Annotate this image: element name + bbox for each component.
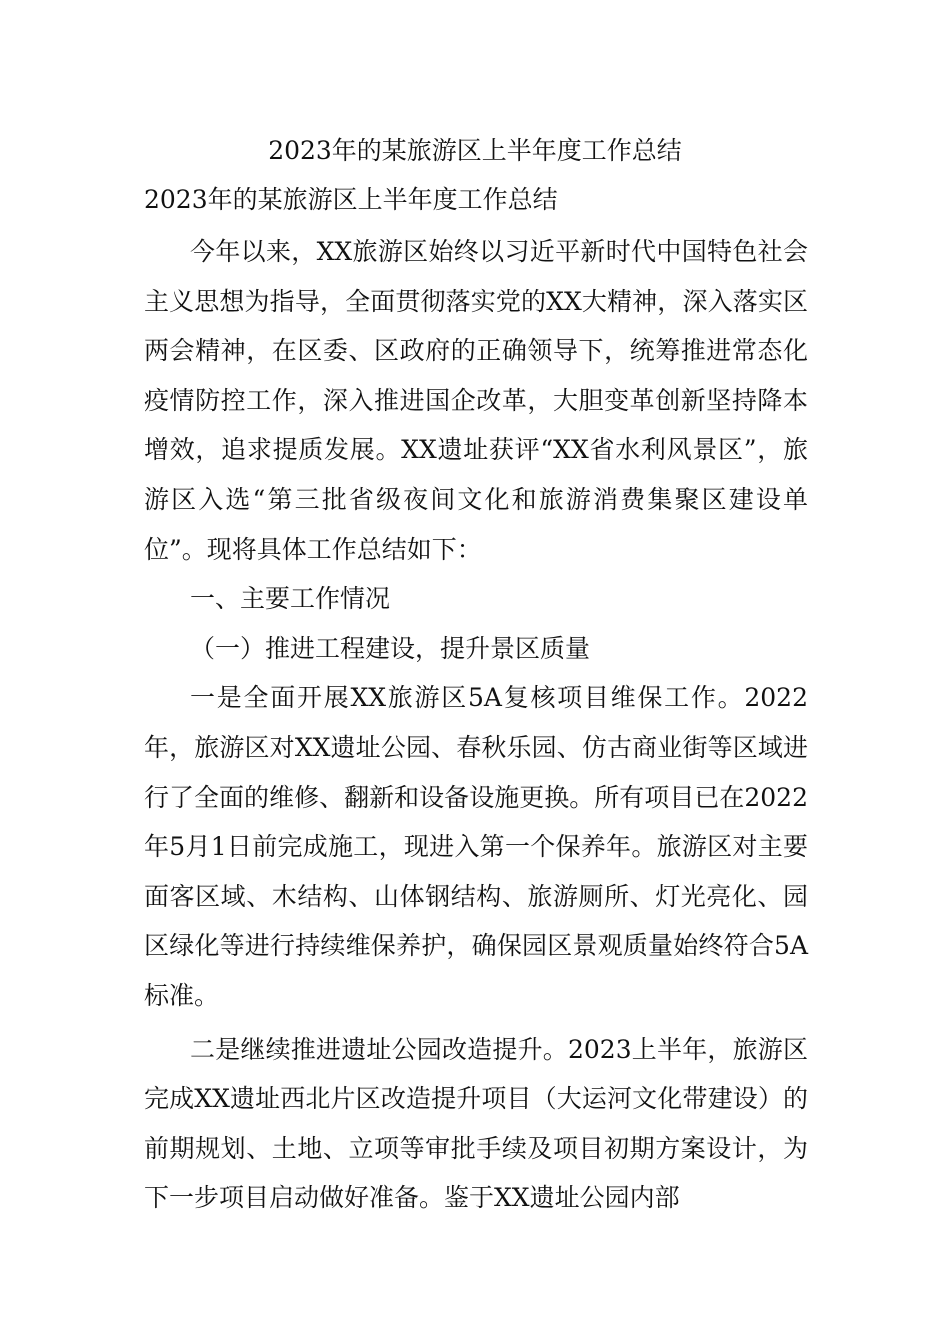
intro-paragraph: 今年以来，XX旅游区始终以习近平新时代中国特色社会主义思想为指导，全面贯彻落实党的XX大精神，深入落实区两会精神，在区委、区政府的正确领导下，统筹推进常态化疫情防控工作，深入推进国企改革，大胆变革创新坚持降本增效，追求提质发展。XX遗址获评“XX省水利风景区”，旅游区入选“第三批省级夜间文化和旅游消费集聚区建设单位”。现将具体工作总结如下： (144, 237, 808, 564)
section-heading: 一、主要工作情况 (190, 584, 391, 614)
body-paragraph-1: 一是全面开展XX旅游区5A复核项目维保工作。2022年，旅游区对XX遗址公园、春秋乐园、仿古商业街等区域进行了全面的维修、翻新和设备设施更换。所有项目已在2022年5月1日前完成施工，现进入第一个保养年。旅游区对主要面客区域、木结构、山体钢结构、旅游厕所、灯光亮化、园区绿化等进行持续维保养护，确保园区景观质量始终符合5A标准。 (144, 683, 808, 1010)
subsection-heading: （一）推进工程建设，提升景区质量 (190, 633, 591, 663)
body-paragraph-2: 二是继续推进遗址公园改造提升。2023上半年，旅游区完成XX遗址西北片区改造提升项目（大运河文化带建设）的前期规划、土地、立项等审批手续及项目初期方案设计，为下一步项目启动做好准备。鉴于XX遗址公园内部 (144, 1034, 808, 1213)
document-subtitle: 2023年的某旅游区上半年度工作总结 (144, 185, 558, 214)
document-title: 2023年的某旅游区上半年度工作总结 (268, 136, 682, 165)
document-body (144, 227, 808, 1223)
